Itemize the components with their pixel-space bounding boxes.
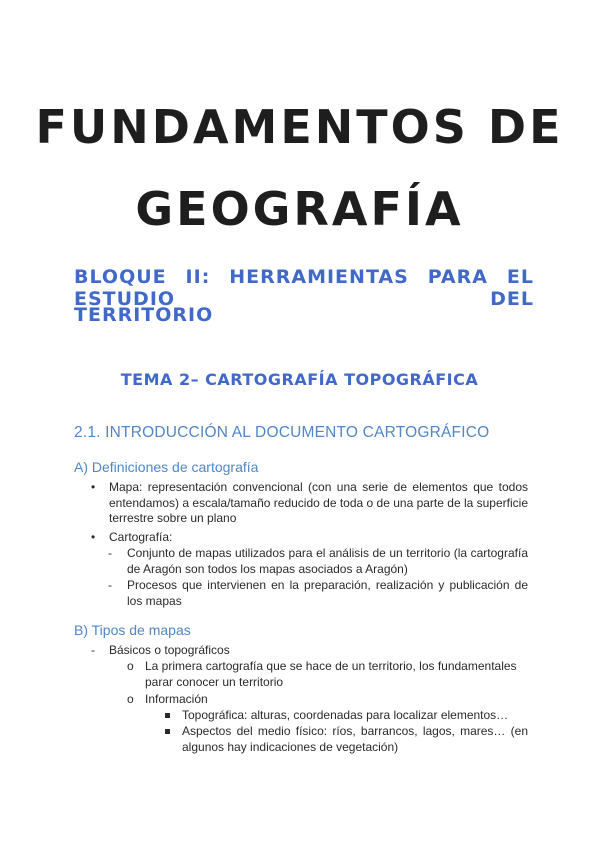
basicos-item-1: La primera cartografía que se hace de un territorio, los fundamentales parar conocer un territorio: [145, 659, 517, 689]
tema-heading: TEMA 2– CARTOGRAFÍA TOPOGRÁFICA: [120, 370, 479, 389]
cartografia-item-1: Conjunto de mapas utilizados para el análisis de un territorio (la cartografía de Aragón son todos los mapas asociados a Aragón): [127, 546, 528, 576]
document-title-line1: FUNDAMENTOS DE: [35, 100, 564, 154]
cartografia-label: Cartografía:: [109, 530, 173, 544]
info-item-2: Aspectos del medio físico: ríos, barrancos, lagos, mares… (en algunos hay indicaciones de vegetación): [182, 724, 528, 754]
bloque-heading-line2: TERRITORIO: [74, 304, 214, 326]
basicos-label: Básicos o topográficos: [109, 643, 230, 657]
bloque-heading-line1: BLOQUE II: HERRAMIENTAS PARA EL ESTUDIO DEL: [74, 266, 534, 310]
bullet-circle: o: [127, 659, 134, 673]
bullet-dot: •: [91, 530, 96, 544]
document-title-line2: GEOGRAFÍA: [135, 182, 464, 236]
bullet-square: [165, 713, 170, 718]
bullet-dash: -: [108, 578, 112, 592]
bullet-dot: •: [91, 480, 96, 494]
info-item-1: Topográfica: alturas, coordenadas para localizar elementos…: [182, 708, 509, 722]
informacion-label: Información: [145, 692, 208, 706]
cartografia-item-2: Procesos que intervienen en la preparación, realización y publicación de los mapas: [127, 578, 528, 608]
bullet-dash: -: [108, 546, 112, 560]
subheading-b: B) Tipos de mapas: [74, 622, 191, 638]
section-heading-2-1: 2.1. INTRODUCCIÓN AL DOCUMENTO CARTOGRÁFICO: [74, 424, 490, 441]
bullet-dash: -: [91, 643, 95, 657]
subheading-a: A) Definiciones de cartografía: [74, 459, 259, 475]
mapa-definition: Mapa: representación convencional (con una serie de elementos que todos entendamos) a escala/tamaño reducido de toda o de una parte de la superficie terrestre sobre un plano: [109, 480, 528, 525]
bullet-circle: o: [127, 692, 134, 706]
bullet-square: [165, 729, 170, 734]
